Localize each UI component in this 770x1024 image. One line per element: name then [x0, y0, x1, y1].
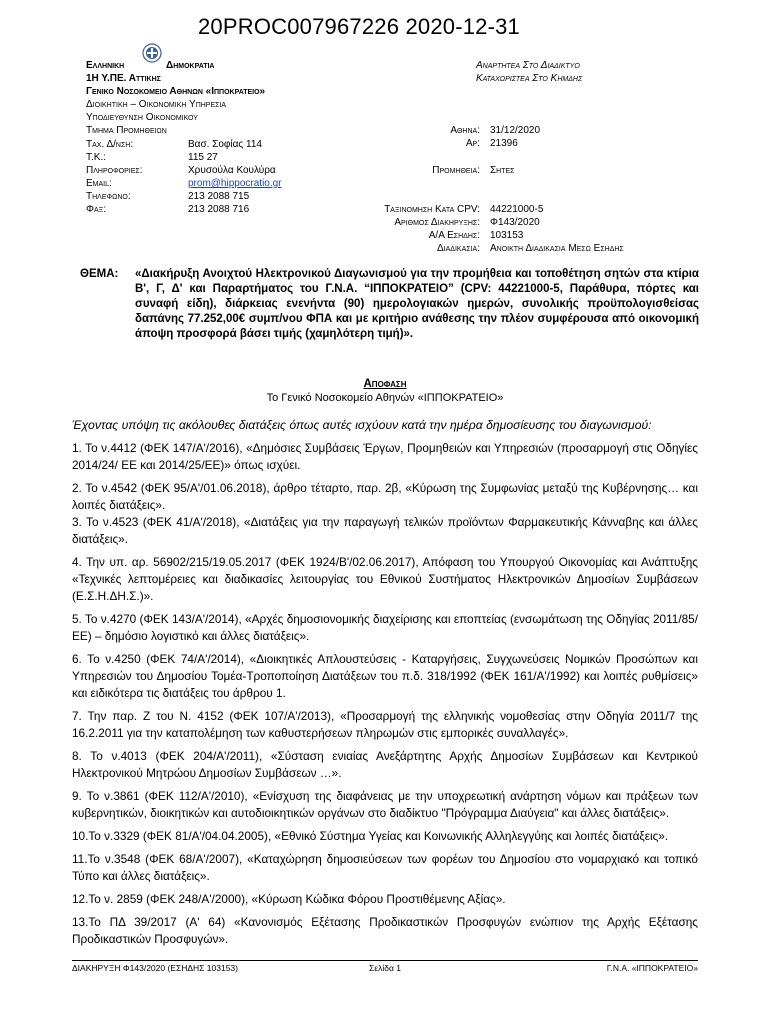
meta-label: Διαδικασια: [437, 243, 480, 254]
document-id: 20PROC007967226 2020-12-31 [198, 14, 520, 39]
provision-item: 9. Το ν.3861 (ΦΕΚ 112/Α'/2010), «Ενίσχυση της διαφάνειας με την υποχρεωτική ανάρτηση νόμων και πράξεων των κυβερνητικών, διοικητικών και αυτοδιοικητικών οργάνων στο διαδίκτυο "Πρόγραμμα Διαύγεια" και άλλες διατάξεις». [72, 789, 698, 820]
hospital-name: Γενικο Νοσοκομειο Αθηνων «Ιπποκρατειο» [86, 86, 266, 97]
contact-value: 213 2088 716 [188, 204, 250, 215]
contact-value: Χρυσούλα Κουλύρα [188, 165, 276, 176]
meta-label: Αριθμος Διακηρυξης: [394, 217, 480, 228]
meta-value: 31/12/2020 [490, 125, 541, 136]
provision-item: 12.Το ν. 2859 (ΦΕΚ 248/Α'/2000), «Κύρωση Κώδικα Φόρου Προστιθέμενης Αξίας». [72, 892, 506, 906]
footer-left: ΔΙΑΚΗΡΥΞΗ Φ143/2020 (ΕΣΗΔΗΣ 103153) [72, 963, 238, 973]
authority: 1Η Υ.ΠΕ. Αττικης [86, 73, 161, 84]
contact-value: 115 27 [188, 152, 218, 163]
department: Τμημα Προμηθειων [86, 125, 167, 136]
division: Διοικητικη – Οικονομικη Υπηρεσια [86, 99, 227, 110]
provision-item: 10.Το ν.3329 (ΦΕΚ 81/Α'/04.04.2005), «Εθνικό Σύστημα Υγείας και Κοινωνικής Αλληλεγγύης και λοιπές διατάξεις». [72, 829, 669, 843]
decision-subtitle: Το Γενικό Νοσοκομείο Αθηνών «ΙΠΠΟΚΡΑΤΕΙΟ» [266, 392, 504, 404]
email-link[interactable]: prom@hippocratio.gr [188, 178, 282, 189]
provision-item: 13.Το ΠΔ 39/2017 (Α' 64) «Κανονισμός Εξέτασης Προδικαστικών Προσφυγών ενώπιον της Αρχής Εξέτασης Προδικαστικών Προσφυγών». [72, 915, 698, 946]
decision-intro: Έχοντας υπόψη τις ακόλουθες διατάξεις όπως αυτές ισχύουν κατά την ημέρα δημοσίευσης του διαγωνισμού: [72, 418, 652, 432]
contact-value: 213 2088 715 [188, 191, 250, 202]
greek-emblem-icon [142, 43, 162, 63]
meta-label: Α/Α Εσηδης: [428, 230, 480, 241]
provision-item: 7. Την παρ. Ζ του Ν. 4152 (ΦΕΚ 107/Α'/2013), «Προσαρμογή της ελληνικής νομοθεσίας στην Οδηγία 2011/7 της 16.2.2011 για την καταπολέμηση των καθυστερήσεων πληρωμών στις εμπορικές συναλλαγές». [72, 709, 698, 740]
contact-label: Φαξ: [86, 204, 106, 215]
contact-label: Email: [86, 178, 112, 189]
provision-item: 8. Το ν.4013 (ΦΕΚ 204/Α'/2011), «Σύσταση ενιαίας Ανεξάρτητης Αρχής Δημοσίων Συμβάσεων και Κεντρικού Ηλεκτρονικού Μητρώου Δημοσίων Συμβάσεων …». [72, 749, 698, 780]
meta-value: Σητες [490, 165, 515, 176]
subject-label: ΘΕΜΑ: [80, 268, 119, 280]
meta-value: 21396 [490, 138, 518, 149]
provision-item: 4. Την υπ. αρ. 56902/215/19.05.2017 (ΦΕΚ 1924/Β'/02.06.2017), Απόφαση του Υπουργού Οικονομίας και Ανάπτυξης «Τεχνικές λεπτομέρειες και διαδικασίες λειτουργίας του Εθνικού Συστήματος Ηλεκτρονικών Δημοσίων Συμβάσεων (Ε.Σ.Η.ΔΗ.Σ.)». [72, 555, 698, 603]
meta-label: Προμηθεια: [432, 165, 480, 176]
contact-label: Ταχ. Δ/νση: [86, 139, 134, 150]
contact-value: Βασ. Σοφίας 114 [188, 139, 262, 150]
provisions-list [72, 440, 698, 954]
country-right: Δημοκρατια [166, 60, 215, 71]
provision-item: 5. Το ν.4270 (ΦΕΚ 143/Α'/2014), «Αρχές δημοσιονομικής διαχείρισης και εποπτείας (ενσωμάτωση της Οδηγίας 2011/85/ΕΕ) – δημόσιο λογιστικό και άλλες διατάξεις». [72, 612, 698, 643]
contact-label: Πληροφοριες: [86, 165, 143, 176]
meta-value: 44221000-5 [490, 204, 544, 215]
contact-label: Τηλεφωνο: [86, 191, 131, 202]
meta-value: Ανοικτη Διαδικασια Μεσω Εσηδης [490, 243, 624, 254]
footer-right: Γ.Ν.Α. «ΙΠΠΟΚΡΑΤΕΙΟ» [606, 963, 698, 973]
page-number: Σελίδα 1 [369, 963, 401, 973]
subdivision: Υποδιευθυνση Οικονομικου [86, 112, 198, 123]
country-left: Ελληνικη [86, 60, 125, 71]
provision-item: 1. Το ν.4412 (ΦΕΚ 147/Α'/2016), «Δημόσιες Συμβάσεις Έργων, Προμηθειών και Υπηρεσιών (προσαρμογή στις Οδηγίες 2014/24/ ΕΕ και 2014/25/ΕΕ)» όπως ισχύει. [72, 441, 698, 472]
meta-label: Ταξινομηση Κατα CPV: [384, 204, 480, 215]
provision-item: 3. Το ν.4523 (ΦΕΚ 41/Α'/2018), «Διατάξεις για την παραγωγή τελικών προϊόντων Φαρμακευτικής Κάνναβης και άλλες διατάξεις». [72, 515, 698, 546]
provision-item: 2. Το ν.4542 (ΦΕΚ 95/Α'/01.06.2018), άρθρο τέταρτο, παρ. 2β, «Κύρωση της Συμφωνίας μεταξύ της Κυβέρνησης… και λοιπές διατάξεις». [72, 481, 698, 512]
subject-text: «Διακήρυξη Ανοιχτού Ηλεκτρονικού Διαγωνισμού για την προμήθεια και τοποθέτηση σητών στα κτίρια Β', Γ, Δ' και Παραρτήματος του Γ.Ν.Α. “ΙΠΠΟΚΡΑΤΕΙΟ” (CPV: 44221000-5, Παράθυρα, πόρτες και συναφή είδη), διάρκειας ενενήντα (90) ημερολογιακών ημερών, συνολικής προϋπολογισθείσας δαπάνης 77.252,00€ συμπ/νου ΦΠΑ και με κριτήριο ανάθεσης την πλέον συμφέρουσα από οικονομική άποψη προσφορά βάσει τιμής (χαμηλότερη τιμή)». [135, 268, 699, 340]
meta-value: 103153 [490, 230, 524, 241]
meta-label: Αθηνα: [450, 125, 480, 136]
decision-title: Αποφαση [363, 378, 407, 390]
meta-value: Φ143/2020 [490, 217, 540, 228]
provision-item: 6. Το ν.4250 (ΦΕΚ 74/Α'/2014), «Διοικητικές Απλουστεύσεις - Καταργήσεις, Συγχωνεύσεις Νομικών Προσώπων και Υπηρεσιών του Δημοσίου Τομέα-Τροποποίηση Διατάξεων του π.δ. 318/1992 (ΦΕΚ 161/Α'/1992) και λοιπές ρυθμίσεις» και ειδικότερα τις διατάξεις του άρθρου 1. [72, 652, 698, 700]
footer-divider [72, 960, 698, 961]
provision-item: 11.Το ν.3548 (ΦΕΚ 68/Α'/2007), «Καταχώρηση δημοσιεύσεων των φορέων του Δημοσίου στο νομαρχιακό και τοπικό Τύπο και άλλες διατάξεις». [72, 852, 698, 883]
posting-note: Αναρτητεα Στο Διαδικτυο [476, 60, 580, 71]
posting-note: Καταχωριστεα Στο Κημδης [476, 73, 583, 84]
meta-label: Αρ: [465, 138, 480, 149]
contact-label: Τ.Κ.: [86, 152, 107, 163]
